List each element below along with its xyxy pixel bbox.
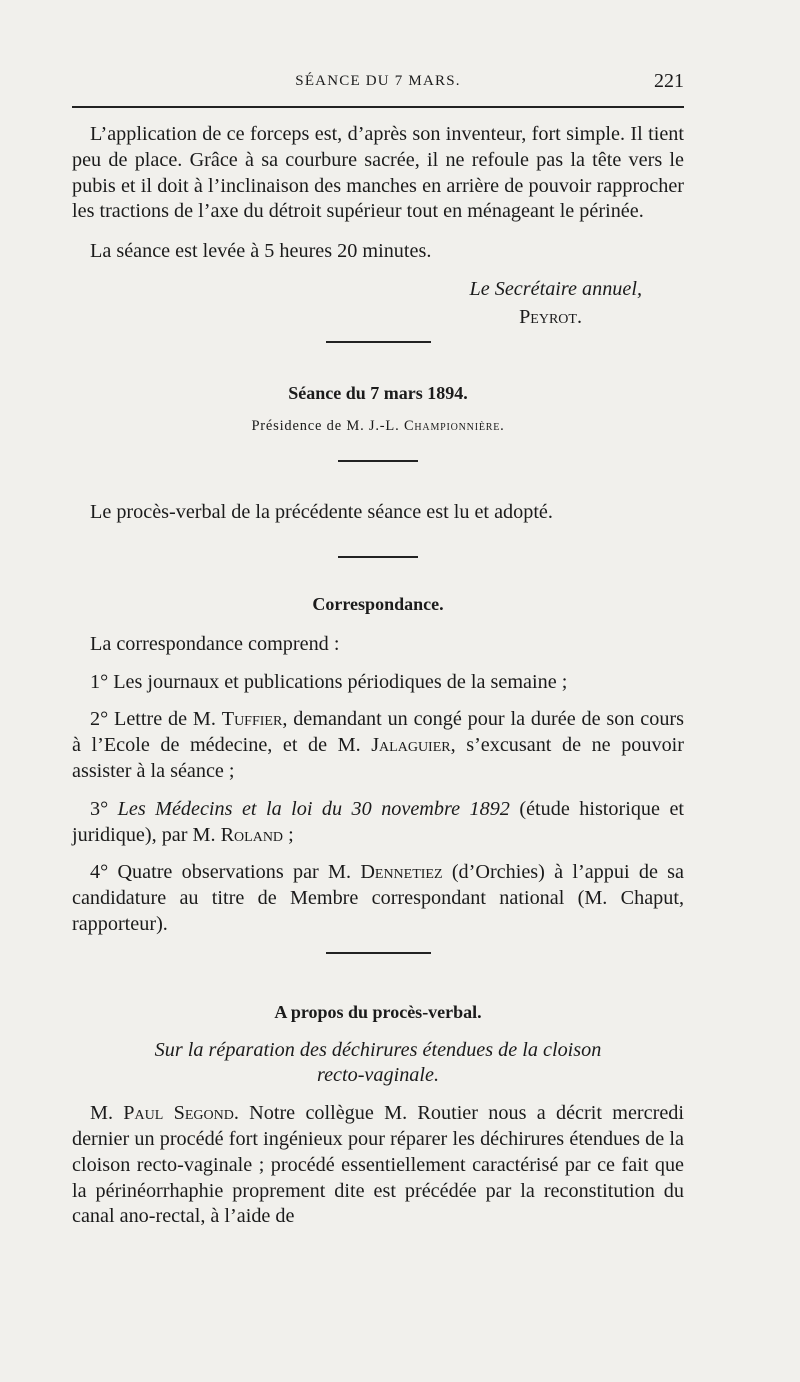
running-head (72, 70, 684, 97)
seance-presidence (72, 414, 684, 440)
correspondance-item-4 (72, 860, 684, 937)
speaker-name: M. Paul Segond. (90, 1102, 239, 1125)
correspondance-item-2 (72, 707, 684, 784)
a-propos-subtitle-line-2: recto-vaginale. (316, 1064, 439, 1087)
item-4-text: 4° Quatre observations par M. (90, 861, 361, 884)
item-4-text: (d’Orchies) à l’appui de sa candidature au titre de Membre correspondant national (M. Chaput, rapporteur). (72, 861, 684, 935)
running-title: SÉANCE DU 7 MARS. (295, 73, 461, 89)
section-rule (326, 341, 431, 343)
page-number: 221 (654, 70, 684, 92)
intro-paragraph: L’application de ce forceps est, d’après son inventeur, fort simple. Il tient peu de place. Grâce à sa courbure sacrée, il ne refoule pas la tête vers le pubis et il doit à l’inclinaison des manches en arrière de pouvoir rapprocher les tractions de l’axe du détroit supérieur tout en ménageant le périnée. (72, 123, 684, 223)
presidence-name: Championnière. (403, 418, 505, 435)
signature-title: Le Secrétaire annuel, (469, 277, 642, 300)
correspondance-intro: La correspondance comprend : (90, 632, 340, 655)
item-2-name-tuffier: Tuffier (221, 708, 283, 731)
seance-title: Séance du 7 mars 1894. (288, 382, 468, 403)
item-3-text: ; (283, 823, 294, 846)
presidence-prefix: Présidence de M. J.-L. (251, 418, 404, 435)
item-2-text: 2° Lettre de M. (90, 708, 222, 731)
closing-sentence: La séance est levée à 5 heures 20 minutes. (90, 240, 432, 263)
correspondance-item-1: 1° Les journaux et publications périodiques de la semaine ; (90, 670, 568, 693)
item-2-name-jalaguier: Jalaguier (371, 734, 451, 757)
item-4-name-dennetiez: Dennetiez (360, 861, 443, 884)
a-propos-heading: A propos du procès-verbal. (274, 1001, 482, 1022)
correspondance-heading: Correspondance. (312, 593, 444, 614)
item-2-text: , demandant un congé pour la durée de son cours à l’Ecole de médecine, et de M. (72, 708, 684, 757)
proces-verbal-paragraph: Le procès-verbal de la précédente séance est lu et adopté. (90, 501, 553, 524)
item-3-name-roland: Roland (220, 823, 284, 846)
item-3-text: (étude historique et juridique), par M. (72, 797, 685, 846)
a-propos-paragraph (72, 1101, 684, 1230)
section-rule (338, 460, 418, 462)
section-rule (326, 952, 431, 954)
item-3-text: 3° (90, 797, 118, 820)
item-3-book-title: Les Médecins et la loi du 30 novembre 1892 (117, 797, 510, 820)
item-2-text: , s’excusant de ne pouvoir assister à la séance ; (72, 734, 684, 782)
section-rule (338, 556, 418, 558)
a-propos-text: Notre collègue M. Routier nous a décrit mercredi dernier un procédé fort ingénieux pour réparer les déchirures étendues de la cloison recto-vaginale ; procédé essentiellement caractérisé par ce fait que la périnéorrhaphie proprement dite est précédée par la reconstitution du canal ano-rectal, à l’aide de (72, 1102, 684, 1228)
a-propos-subtitle-line-1: Sur la réparation des déchirures étendues de la cloison (154, 1038, 602, 1061)
correspondance-item-3 (72, 797, 684, 849)
header-rule (72, 106, 684, 108)
signature-name: Peyrot. (519, 305, 582, 328)
body-text (72, 122, 684, 1230)
